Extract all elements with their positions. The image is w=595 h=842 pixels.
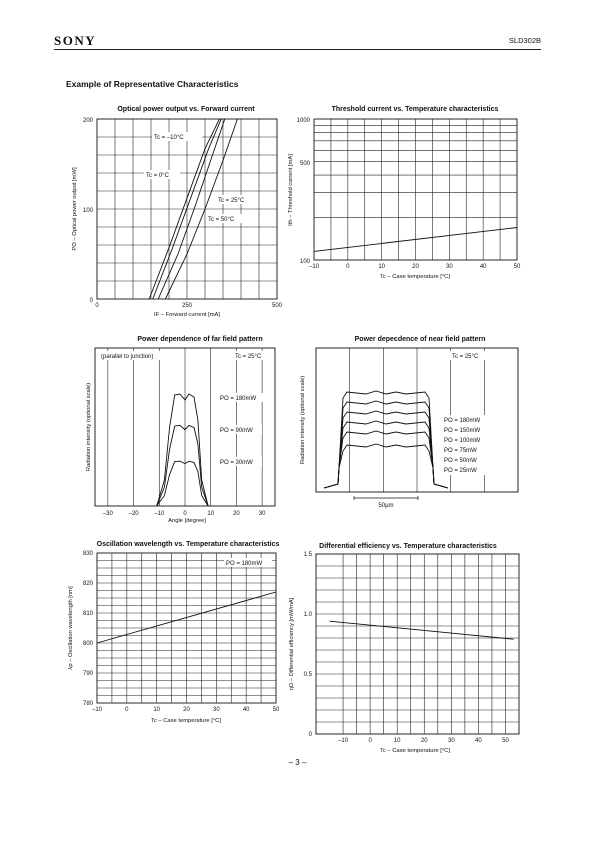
chart-title: Differential efficiency vs. Temperature characteristics [319,543,497,550]
x-axis-label: Angle [degree] [168,518,206,524]
y-axis-label: ηD – Differential efficiency [mW/mA] [289,597,295,691]
scale-bar-label: 50µm [378,503,394,509]
y-tick: 0 [89,298,93,304]
x-tick: 20 [233,511,240,517]
far-field-curves [157,394,208,506]
x-tick: 50 [513,264,521,270]
near-field-curve [324,444,448,488]
series-line [330,621,514,639]
near-field-curves [324,391,448,488]
y-tick: 100 [82,208,93,214]
y-tick: 0.5 [303,672,312,678]
x-axis-label: Tc – Case temperature [°C] [151,718,221,724]
series-label: PO = 180mW [220,396,257,402]
chart-far-field [70,330,290,530]
x-ticks [309,264,521,270]
series-label: Tc = –10°C [154,135,184,141]
series-lines [330,621,514,639]
section-title: Example of Representative Characteristics [66,79,239,89]
y-axis-label: PO – Optical power output [mW] [72,167,78,251]
x-ticks [92,707,280,713]
y-tick: 1.0 [303,612,312,618]
x-tick: –10 [91,707,103,713]
y-tick: 100 [299,259,310,265]
y-tick: 780 [82,701,93,707]
y-axis-label: λp – Oscillation wavelength [nm] [68,586,74,670]
chart-wavelength-vs-temp [60,537,300,732]
y-tick: 810 [82,611,93,617]
chart-title: Power depecdence of near field pattern [354,336,486,343]
x-tick: 10 [153,707,161,713]
x-tick: 40 [242,707,250,713]
chart-efficiency-vs-temp [285,537,545,762]
y-tick: 790 [82,671,93,677]
y-tick: 200 [82,118,93,124]
x-tick: 50 [502,738,509,744]
series-label: PO = 100mW [444,438,481,444]
series-label: PO = 25mW [444,468,477,474]
part-number: SLD302B [508,36,541,45]
series-label: Tc = 0°C [146,173,169,179]
x-tick: 250 [181,303,193,309]
header-divider [54,49,541,50]
x-tick: 10 [393,738,401,744]
chart-title: Threshold current vs. Temperature characteristics [331,106,499,113]
x-axis-label: Tc – Case temperature [°C] [380,748,450,754]
y-tick: 820 [82,581,93,587]
annotation-temp: Tc = 25°C [452,354,479,360]
x-ticks [103,511,266,517]
chart-title: Optical power output vs. Forward current [117,106,255,113]
x-tick: 40 [475,738,482,744]
y-tick: 800 [82,641,93,647]
near-field-curve [324,431,448,488]
plot-frame [316,554,519,734]
grid [314,119,517,260]
series-label: PO = 50mW [444,458,477,464]
x-tick: 500 [271,303,283,309]
x-tick: 0 [183,511,187,517]
y-tick: 1000 [296,118,310,124]
chart-power-vs-current [60,100,300,325]
series-label: Tc = 50°C [208,217,235,223]
page-number: – 3 – [288,758,307,767]
y-axis-label: Ith – Threshold current [mA] [288,154,294,226]
y-ticks [304,552,313,738]
y-tick: 0 [308,732,312,738]
x-axis-label: Tc – Case temperature [°C] [380,274,450,280]
series-label: PO = 90mW [220,428,253,434]
x-tick: 0 [95,303,99,309]
x-tick: 0 [125,707,129,713]
x-tick: 0 [346,264,350,270]
near-field-curve [324,411,448,488]
series-label: Tc = 25°C [218,198,245,204]
x-tick: 30 [212,707,220,713]
annotation-power: PO = 180mW [226,561,263,567]
y-axis-label: Radiation intensity (optional scale) [86,382,92,472]
y-tick: 830 [82,551,93,557]
x-tick: 0 [368,738,372,744]
chart-title: Oscillation wavelength vs. Temperature characteristics [96,541,280,548]
y-axis-label: Radiation intensity (optional scale) [300,375,306,465]
annotation-temp: Tc = 25°C [235,354,262,360]
x-tick: 30 [258,511,266,517]
x-tick: 50 [272,707,280,713]
x-tick: 30 [445,264,453,270]
y-tick: 500 [299,161,310,167]
x-tick: 30 [447,738,455,744]
chart-threshold-vs-temp [280,100,540,285]
grid [316,554,519,734]
series-label: PO = 75mW [444,448,477,454]
x-tick: –30 [102,511,113,517]
x-ticks [338,738,509,744]
x-tick: –10 [308,264,320,270]
y-ticks [83,551,94,707]
annotation-junction: (parallel to junction) [101,354,154,360]
series-label: PO = 150mW [444,428,481,434]
grid [97,553,276,703]
series-label: PO = 180mW [444,418,481,424]
x-axis-label: IF – Forward current [mA] [153,312,221,318]
chart-near-field [300,330,540,515]
x-tick: 10 [207,511,215,517]
x-tick: 10 [378,264,386,270]
x-tick: –10 [154,511,165,517]
y-tick: 1.5 [303,552,312,558]
chart-title: Power dependence of far field pattern [137,336,263,343]
x-tick: 20 [412,264,419,270]
x-tick: 20 [420,738,428,744]
series-label: PO = 30mW [220,460,253,466]
x-tick: 20 [183,707,190,713]
x-tick: –10 [338,738,349,744]
series-labels [442,415,492,475]
x-tick: 40 [479,264,487,270]
brand-logo: SONY [54,33,97,48]
x-tick: –20 [128,511,139,517]
